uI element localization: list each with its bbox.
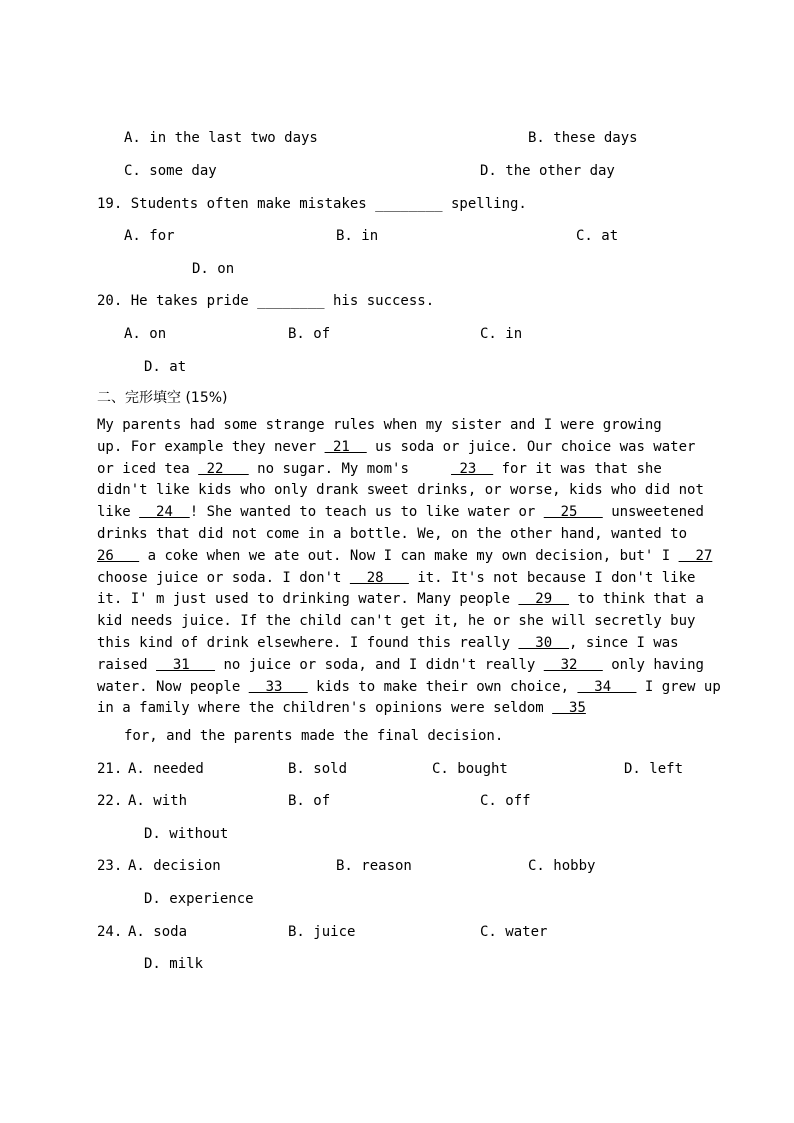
q19-option-b: B. in <box>336 228 379 244</box>
q22-option-a: A. with <box>128 793 188 809</box>
q23-number: 23. <box>97 858 123 874</box>
blank-32: 32 <box>543 656 603 673</box>
q24-option-c: C. water <box>480 924 548 940</box>
q21-option-a: A. needed <box>128 761 204 777</box>
section-heading: 二、完形填空 (15%) <box>97 390 228 406</box>
blank-25: 25 <box>543 504 603 521</box>
blank-27: 27 <box>678 547 713 564</box>
passage-line: choose juice or soda. I don't 28 it. It's not because I don't like <box>97 569 696 586</box>
blank-30: 30 <box>518 634 570 651</box>
q20-option-d: D. at <box>144 359 187 375</box>
blank-26: 26 <box>97 547 140 564</box>
q19-option-a: A. for <box>124 228 175 244</box>
q21-option-c: C. bought <box>432 761 508 777</box>
q24-number: 24. <box>97 924 123 940</box>
q20-stem: 20. He takes pride ________ his success. <box>97 293 435 309</box>
blank-28: 28 <box>349 569 409 586</box>
q18-option-a: A. in the last two days <box>124 130 318 146</box>
q18-option-c: C. some day <box>124 163 217 179</box>
passage-line: kid needs juice. If the child can't get it, he or she will secretly buy <box>97 613 696 630</box>
q23-option-b: B. reason <box>336 858 412 874</box>
q23-option-a: A. decision <box>128 858 221 874</box>
q22-option-c: C. off <box>480 793 531 809</box>
passage-line: water. Now people 33 kids to make their own choice, 34 I grew up <box>97 678 721 695</box>
blank-22: 22 <box>198 460 249 477</box>
q20-option-c: C. in <box>480 326 523 342</box>
blank-29: 29 <box>518 591 570 608</box>
passage-line: drinks that did not come in a bottle. We, on the other hand, wanted to <box>97 525 688 542</box>
q21-option-b: B. sold <box>288 761 348 777</box>
blank-34: 34 <box>577 678 637 695</box>
blank-23: 23 <box>451 460 494 477</box>
q23-option-d: D. experience <box>144 891 254 907</box>
q18-option-b: B. these days <box>528 130 638 146</box>
blank-21: 21 <box>324 438 367 455</box>
passage-line: like 24 ! She wanted to teach us to like water or 25 unsweetened <box>97 504 704 521</box>
blank-35: 35 <box>552 700 586 717</box>
passage-line: or iced tea 22 no sugar. My mom's 23 for it was that she <box>97 460 662 477</box>
q23-option-c: C. hobby <box>528 858 596 874</box>
q19-option-d: D. on <box>192 261 235 277</box>
q22-option-d: D. without <box>144 826 229 842</box>
passage-line: didn't like kids who only drank sweet drinks, or worse, kids who did not <box>97 482 704 499</box>
passage-line: it. I' m just used to drinking water. Many people 29 to think that a <box>97 591 704 608</box>
passage-line: this kind of drink elsewhere. I found this really 30 , since I was <box>97 634 679 651</box>
blank-33: 33 <box>248 678 308 695</box>
q22-number: 22. <box>97 793 123 809</box>
blank-31: 31 <box>156 656 216 673</box>
passage-last-line: for, and the parents made the final decision. <box>124 728 504 744</box>
q19-stem: 19. Students often make mistakes ________ spelling. <box>97 196 527 212</box>
q24-option-d: D. milk <box>144 956 204 972</box>
cloze-passage <box>97 415 721 720</box>
q22-option-b: B. of <box>288 793 331 809</box>
passage-line: in a family where the children's opinions were seldom 35 <box>97 700 586 717</box>
q20-option-b: B. of <box>288 326 331 342</box>
q21-number: 21. <box>97 761 123 777</box>
q24-option-a: A. soda <box>128 924 188 940</box>
q18-option-d: D. the other day <box>480 163 615 179</box>
passage-line: up. For example they never 21 us soda or juice. Our choice was water <box>97 438 696 455</box>
q19-option-c: C. at <box>576 228 619 244</box>
blank-24: 24 <box>139 504 190 521</box>
q24-option-b: B. juice <box>288 924 356 940</box>
q21-option-d: D. left <box>624 761 684 777</box>
q20-option-a: A. on <box>124 326 167 342</box>
passage-line: 26 a coke when we ate out. Now I can make my own decision, but' I 27 <box>97 547 713 564</box>
passage-line: My parents had some strange rules when my sister and I were growing <box>97 417 662 433</box>
passage-line: raised 31 no juice or soda, and I didn't really 32 only having <box>97 656 704 673</box>
